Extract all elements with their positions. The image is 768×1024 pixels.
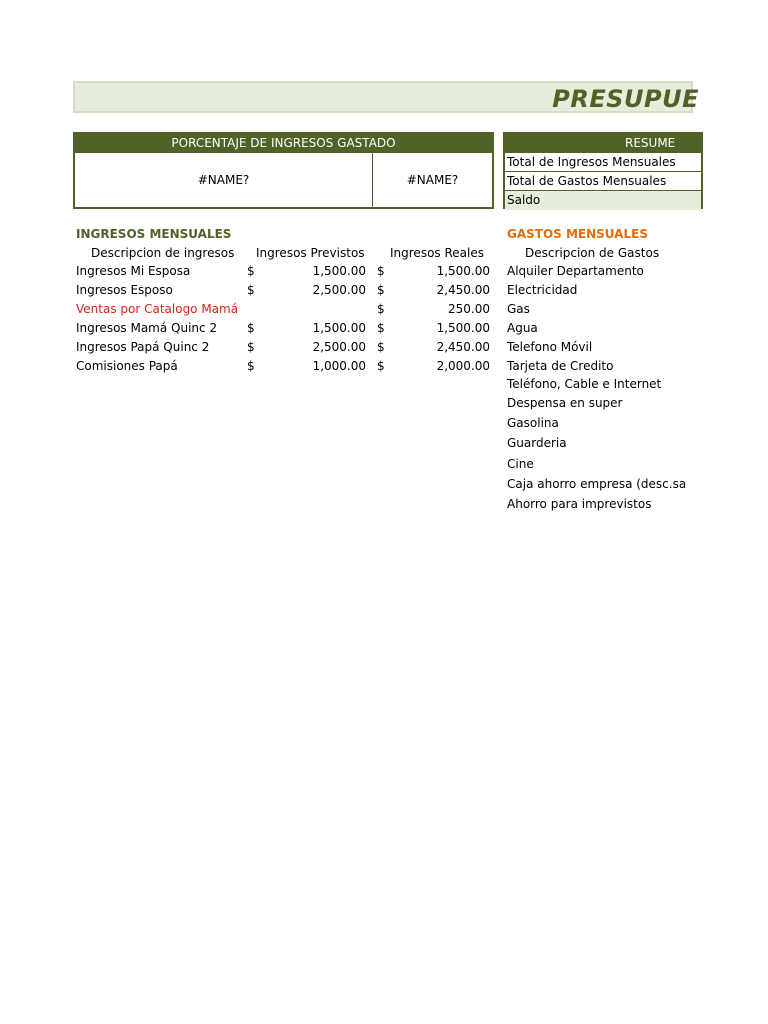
gastos-item[interactable]: Electricidad: [507, 283, 578, 297]
ingresos-desc-cell: Comisiones Papá: [76, 359, 178, 373]
gastos-item[interactable]: Gas: [507, 302, 530, 316]
ingresos-row[interactable]: [76, 302, 494, 321]
ingresos-real-value: 2,450.00: [436, 340, 490, 354]
ingresos-row[interactable]: [76, 359, 494, 378]
ingresos-desc-cell: Ingresos Mamá Quinc 2: [76, 321, 218, 335]
ingresos-prev-currency: $: [247, 283, 255, 297]
page-title: PRESUPUE: [552, 85, 699, 113]
ingresos-col-previstos: Ingresos Previstos: [256, 246, 365, 260]
ingresos-row[interactable]: [76, 321, 494, 340]
ingresos-prev-value: 1,000.00: [312, 359, 366, 373]
gastos-item[interactable]: Alquiler Departamento: [507, 264, 644, 278]
summary-row-total-gastos[interactable]: Total de Gastos Mensuales: [505, 172, 701, 191]
percent-box-row: [75, 153, 492, 207]
gastos-item[interactable]: Despensa en super: [507, 396, 623, 410]
ingresos-desc-cell: Ventas por Catalogo Mamá: [76, 302, 239, 316]
ingresos-real-value: 2,450.00: [436, 283, 490, 297]
ingresos-desc-cell: Ingresos Papá Quinc 2: [76, 340, 210, 354]
ingresos-real-currency: $: [377, 359, 385, 373]
gastos-item[interactable]: Agua: [507, 321, 538, 335]
ingresos-prev-value: 2,500.00: [312, 283, 366, 297]
ingresos-row[interactable]: [76, 283, 494, 302]
ingresos-real-currency: $: [377, 321, 385, 335]
ingresos-real-value: 1,500.00: [436, 321, 490, 335]
ingresos-desc-cell: Ingresos Esposo: [76, 283, 173, 297]
ingresos-real-currency: $: [377, 283, 385, 297]
ingresos-real-currency: $: [377, 264, 385, 278]
gastos-item[interactable]: Tarjeta de Credito: [507, 359, 614, 373]
gastos-item[interactable]: Telefono Móvil: [507, 340, 593, 354]
gastos-item[interactable]: Teléfono, Cable e Internet: [507, 377, 662, 391]
ingresos-prev-value: 2,500.00: [312, 340, 366, 354]
percent-value-b[interactable]: #NAME?: [406, 173, 459, 187]
ingresos-col-desc: Descripcion de ingresos: [91, 246, 235, 260]
ingresos-prev-currency: $: [247, 359, 255, 373]
ingresos-real-value: 2,000.00: [436, 359, 490, 373]
gastos-item[interactable]: Gasolina: [507, 416, 559, 430]
percent-spent-box: [73, 132, 494, 209]
ingresos-real-currency: $: [377, 340, 385, 354]
gastos-item[interactable]: Cine: [507, 457, 534, 471]
gastos-item[interactable]: Caja ahorro empresa (desc.sa: [507, 477, 687, 491]
ingresos-prev-value: 1,500.00: [312, 264, 366, 278]
ingresos-section-title: INGRESOS MENSUALES: [76, 227, 232, 241]
gastos-item[interactable]: Guarderia: [507, 436, 567, 450]
gastos-col-desc: Descripcion de Gastos: [525, 246, 660, 260]
summary-box: [503, 132, 703, 209]
ingresos-prev-currency: $: [247, 321, 255, 335]
ingresos-row[interactable]: [76, 340, 494, 359]
gastos-item[interactable]: Ahorro para imprevistos: [507, 497, 652, 511]
ingresos-row[interactable]: [76, 264, 494, 283]
summary-row-saldo[interactable]: Saldo: [505, 191, 701, 210]
summary-header: RESUME: [505, 134, 701, 153]
ingresos-real-value: 1,500.00: [436, 264, 490, 278]
ingresos-prev-value: 1,500.00: [312, 321, 366, 335]
ingresos-desc-cell: Ingresos Mi Esposa: [76, 264, 191, 278]
ingresos-prev-currency: $: [247, 340, 255, 354]
title-band: [73, 81, 699, 113]
ingresos-prev-currency: $: [247, 264, 255, 278]
percent-value-a[interactable]: #NAME?: [75, 153, 373, 207]
percent-box-header: PORCENTAJE DE INGRESOS GASTADO: [75, 134, 492, 153]
ingresos-col-reales: Ingresos Reales: [390, 246, 484, 260]
ingresos-real-value: 250.00: [448, 302, 490, 316]
ingresos-real-currency: $: [377, 302, 385, 316]
gastos-section-title: GASTOS MENSUALES: [507, 227, 648, 241]
summary-row-total-ingresos[interactable]: Total de Ingresos Mensuales: [505, 153, 701, 172]
